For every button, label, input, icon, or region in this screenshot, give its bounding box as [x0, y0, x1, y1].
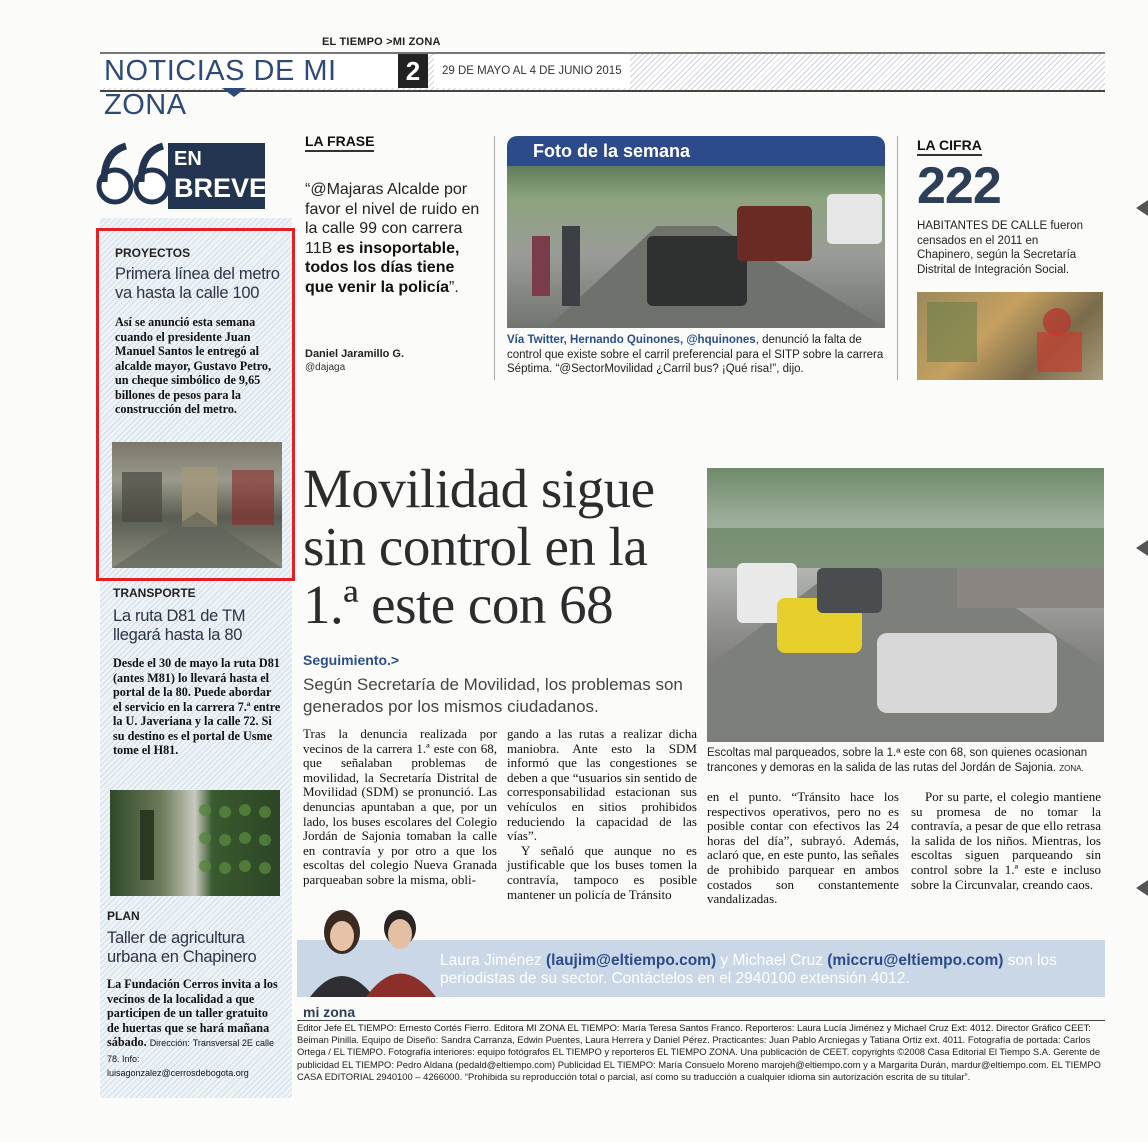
- article-column-3: en el punto. “Tránsito hace los respectivos operativos, pero no es posible contar con efectivos las 24 horas del día”, subrayó. Además, aclaró que, en este punto, las señales de prohibido parquear en ambos costados son constantemente vandalizadas.: [707, 789, 899, 907]
- date-range: 29 DE MAYO AL 4 DE JUNIO 2015: [434, 54, 630, 88]
- divider: [494, 136, 495, 380]
- transporte-label: TRANSPORTE: [113, 586, 196, 600]
- page-fold-mark-icon: [1136, 200, 1148, 221]
- cifra-text: HABITANTES DE CALLE fueron censados en el 2011 en Chapinero, según la Secretaría Distrital de Integración Social.: [917, 220, 1083, 276]
- huerta-photo: [110, 790, 280, 896]
- article-column-2a: gando a las rutas a realizar dicha maniobra. Ante esto la SDM informó que las congestiones se deben a que “usuarios sin sentido de corresponsabilidad estacionan sus vehículos en sitios prohibidos reduciendo la capacidad de las vías”.: [507, 726, 697, 844]
- foto-semana-header: [507, 136, 885, 166]
- article-kicker[interactable]: Seguimiento.>: [303, 652, 400, 668]
- banner-rest: son los periodistas de su sector. Contáctelos en el 2940100 extensión 4012.: [440, 952, 1057, 987]
- transporte-body: Desde el 30 de mayo la ruta D81 (antes M81) lo llevará hasta el portal de la 80. Puede abordar el servicio en la carrera 7.ª entre la U. Javeriana y la calle 72. Si su destino es el portal de Usme tome el H81.: [113, 656, 281, 757]
- proyectos-headline[interactable]: Primera línea del metro va hasta la calle 100: [115, 265, 280, 302]
- plan-label: PLAN: [107, 909, 140, 923]
- reporter-2-email[interactable]: (miccru@eltiempo.com): [827, 952, 1004, 969]
- en-breve-label: [168, 143, 268, 209]
- article-column-1: Tras la denuncia realizada por vecinos de la carrera 1.ª este con 68, que señalaban problemas de movilidad, la Secretaría Distrital de Movilidad (SDM) se pronunció. Las denuncias apuntaban a que, por un lado, los buses escolares del Colegio Jordán de Sajonia tomaban la calle en contravía y por otro a que los escoltas del colegio Nueva Granada parqueaban sobre la misma, obli-: [303, 726, 497, 887]
- article-subhead: Según Secretaría de Movilidad, los problemas son generados por los mismos ciudadanos.: [303, 675, 683, 716]
- reporter-2-name: Michael Cruz: [732, 952, 823, 969]
- article-column-2: [507, 727, 697, 902]
- proyectos-label: PROYECTOS: [115, 246, 191, 260]
- quote-bold: es insoportable, todos los días tiene que venir la policía: [305, 239, 460, 296]
- article-column-4: Por su parte, el colegio mantiene su promesa de no tomar la contravía, a pesar de que ello retrasa la salida de los niños. Mientras, los escoltas siguen parqueando sin control sobre la 1.ª este e incluso sobre la Circunvalar, creando caos.: [911, 789, 1101, 892]
- plan-body: [107, 977, 279, 1080]
- page-fold-mark-icon: [1136, 880, 1148, 901]
- masthead-arrow-icon: [222, 88, 246, 97]
- la-frase-quote: [305, 180, 485, 298]
- plan-contact-label: Dirección:: [149, 1038, 190, 1048]
- article-photo-caption: [707, 746, 1104, 776]
- article-photo: [707, 468, 1104, 742]
- article-column-2b: Y señaló que aunque no es justificable que los buses tomen la contravía, tampoco es posible mantener un policía de Tránsito: [507, 842, 697, 902]
- banner-and: y: [716, 952, 733, 969]
- page-fold-mark-icon: [1136, 540, 1148, 561]
- quote-handle[interactable]: @dajaga: [305, 362, 346, 373]
- foto-caption-bold: Vía Twitter, Hernando Quinones, @hquinones: [507, 334, 756, 346]
- article-headline: Movilidad sigue sin control en la 1.ª este con 68: [303, 458, 655, 635]
- reporter-1-name: Laura Jiménez: [440, 952, 542, 969]
- reporters-photo: [300, 900, 440, 997]
- section-title: NOTICIAS DE MI ZONA: [100, 54, 402, 88]
- cifra-photo: [917, 292, 1103, 380]
- foto-semana-photo: [507, 166, 885, 328]
- en-breve-line1: EN: [174, 148, 202, 170]
- quote-author: Daniel Jaramillo G.: [305, 348, 405, 360]
- quote-end: ”.: [449, 278, 459, 296]
- foto-semana-caption: [507, 333, 885, 377]
- transporte-headline[interactable]: La ruta D81 de TM llegará hasta la 80: [113, 607, 246, 644]
- divider: [297, 1020, 1105, 1021]
- reporter-1-email[interactable]: (laujim@eltiempo.com): [545, 952, 717, 969]
- masthead-top-label: EL TIEMPO >MI ZONA: [322, 36, 441, 48]
- quote-marks-icon: [96, 138, 174, 215]
- photo-credit: ZONA.: [1059, 763, 1084, 773]
- plan-contact: Transversal 2E calle 78. Info: luisagonzalez@cerrosdebogota.org: [107, 1038, 274, 1078]
- en-breve-line2: BREVE: [174, 173, 268, 203]
- foto-caption-text: , denunció la falta de control que existe sobre el carril preferencial para el SITP sobre la carrera Séptima. “@SectorMovilidad ¿Carril bus? ¡Qué risa!”, dijo.: [507, 334, 884, 375]
- foto-semana-title: Foto de la semana: [533, 141, 691, 161]
- la-cifra-tag: LA CIFRA: [917, 137, 982, 156]
- reporters-contact: [440, 952, 1100, 988]
- proyectos-body: Así se anunció esta semana cuando el presidente Juan Manuel Santos le entregó al alcalde mayor, Gustavo Petro, un cheque simbólico de 9,65 billones de pesos para la construcción del metro.: [115, 315, 272, 416]
- photo-caption-text: Escoltas mal parqueados, sobre la 1.ª este con 68, son quienes ocasionan trancones y demoras en la salida de las rutas del Jordán de Sajonia.: [707, 747, 1088, 774]
- page-number: 2: [398, 54, 428, 88]
- plan-headline[interactable]: Taller de agricultura urbana en Chapinero: [107, 929, 257, 966]
- cifra-number: 222: [917, 157, 1001, 215]
- divider: [897, 136, 898, 380]
- mizona-logo: mi zona: [303, 1004, 356, 1020]
- credits-text: Editor Jefe EL TIEMPO: Ernesto Cortés Fierro. Editora MI ZONA EL TIEMPO: María Teresa Santos Franco. Reporteros: Laura Lucía Jiménez y Michael Cruz Ext: 4012. Director Gráfico CEET: Beiman Pinilla. Equipo de Diseño: Sandra Carranza, Edwin Puentes, Laura Herrera y Daniel Pérez. Practicantes: Juan Pablo Arcniegas y Tatiana Ortiz ext. 4011. Fotografía de portada: Carlos Ortega / EL TIEMPO. Fotografía interiores: equipo fotógrafos EL TIEMPO y reporteros EL TIEMPO ZONA. Una publicación de CEET. copyrights ©2008 Casa Editorial El Tiempo S.A. Gerente de publicidad EL TIEMPO: Pedro Aldana (pedald@eltiempo.com) Publicidad EL TIEMPO: María Consuelo Moreno marojeh@eltiempo.com y a Margarita Durán, mardur@eltiempo.com. EL TIEMPO CASA EDITORIAL 2940100 – 4266000. “Prohibida su reproducción total o parcial, así como su traducción a cualquier idioma sin autorización escrita de su titular”.: [297, 1022, 1101, 1082]
- la-frase-tag: LA FRASE: [305, 133, 374, 152]
- plan-body-text: La Fundación Cerros invita a los vecinos de la localidad a que participen de un taller gratuito de huertas que se hará mañana sábado.: [107, 977, 278, 1049]
- quote-normal: “@Majaras Alcalde por favor el nivel de ruido en la calle 99 con carrera 11B: [305, 181, 480, 257]
- highlight-box: [96, 228, 295, 581]
